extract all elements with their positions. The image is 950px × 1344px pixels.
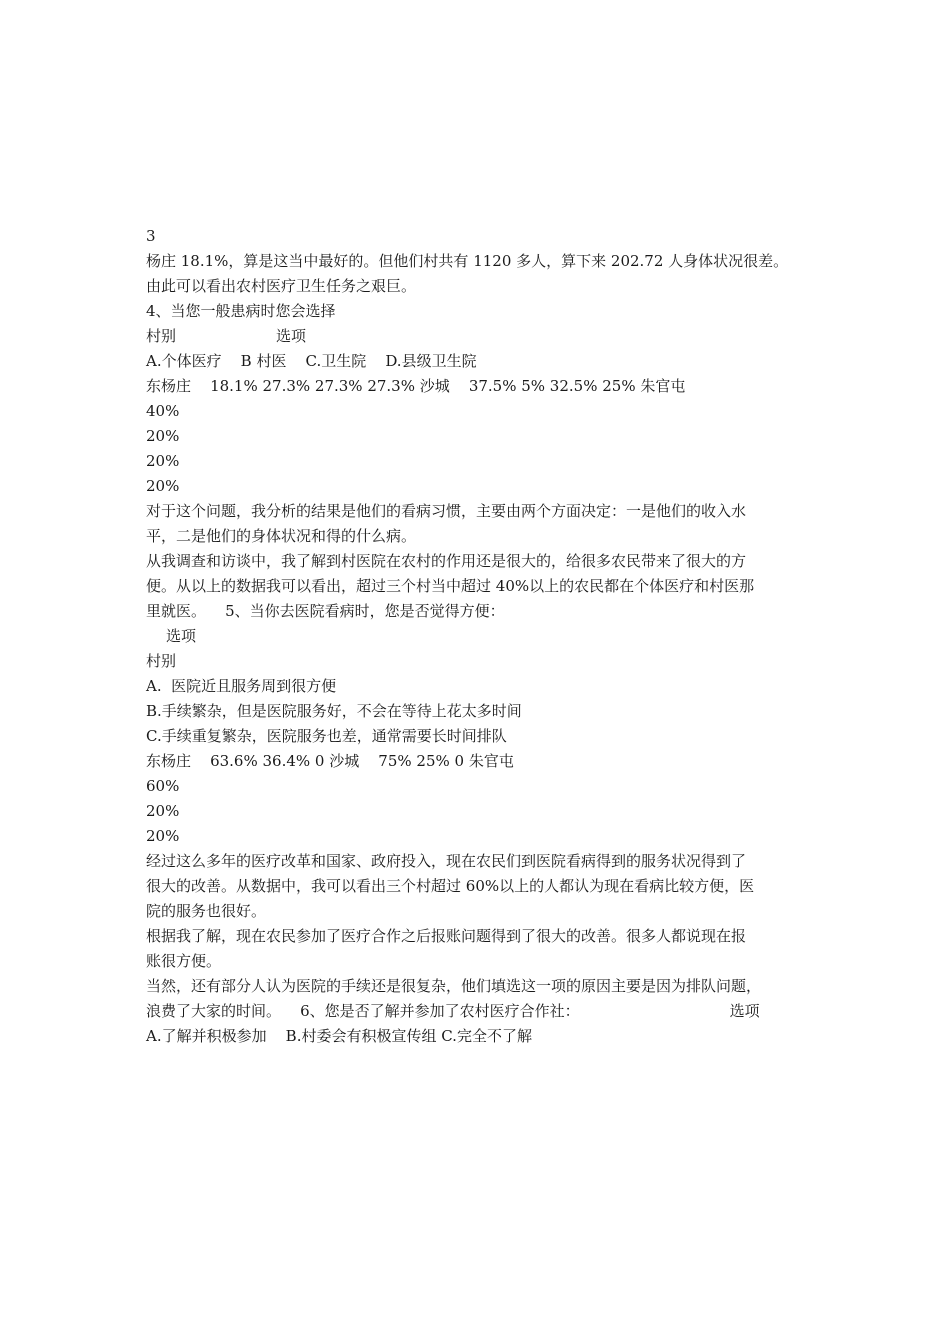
question-5-title: 里就医。 5、当你去医院看病时，您是否觉得方便： — [146, 602, 505, 620]
paragraph-line: 根据我了解，现在农民参加了医疗合作之后报账问题得到了很大的改善。很多人都说现在报 — [146, 927, 747, 945]
data-value: 60% — [146, 777, 180, 795]
paragraph-line: 平，二是他们的身体状况和得的什么病。 — [146, 527, 417, 545]
data-row: 东杨庄 63.6% 36.4% 0 沙城 75% 25% 0 朱官屯 — [146, 752, 514, 770]
data-value: 20% — [146, 827, 180, 845]
options-column-header: 选项 — [729, 1002, 760, 1020]
paragraph-line: 从我调查和访谈中，我了解到村医院在农村的作用还是很大的，给很多农民带来了很大的方 — [146, 552, 747, 570]
paragraph-line: 当然，还有部分人认为医院的手续还是很复杂，他们填选这一项的原因主要是因为排队问题， — [146, 977, 762, 995]
paragraph-line: 经过这么多年的医疗改革和国家、政府投入，现在农民们到医院看病得到的服务状况得到了 — [146, 852, 747, 870]
question-6-row — [146, 999, 816, 1024]
paragraph-line: 账很方便。 — [146, 952, 222, 970]
paragraph-line: 便。从以上的数据我可以看出，超过三个村当中超过 40%以上的农民都在个体医疗和村医那 — [146, 577, 755, 595]
option-c: C.手续重复繁杂，医院服务也差，通常需要长时间排队 — [146, 727, 507, 745]
data-row: 东杨庄 18.1% 27.3% 27.3% 27.3% 沙城 37.5% 5% 32.5% 25% 朱官屯 — [146, 377, 686, 395]
paragraph-line: 由此可以看出农村医疗卫生任务之艰巨。 — [146, 277, 417, 295]
paragraph-line: 杨庄 18.1%，算是这当中最好的。但他们村共有 1120 多人，算下来 202.72 人身体状况很差。 — [146, 252, 789, 270]
data-value: 20% — [146, 452, 180, 470]
paragraph-line: 院的服务也很好。 — [146, 902, 267, 920]
options-row: A.了解并积极参加 B.村委会有积极宣传组 C.完全不了解 — [146, 1027, 532, 1045]
option-a: A. 医院近且服务周到很方便 — [146, 677, 337, 695]
data-value: 20% — [146, 427, 180, 445]
table-header-row — [146, 324, 816, 349]
data-value: 40% — [146, 402, 180, 420]
options-column-header: 选项 — [166, 627, 197, 645]
option-b: B.手续繁杂，但是医院服务好，不会在等待上花太多时间 — [146, 702, 522, 720]
paragraph-line: 对于这个问题，我分析的结果是他们的看病习惯，主要由两个方面决定：一是他们的收入水 — [146, 502, 747, 520]
question-4-title: 4、当您一般患病时您会选择 — [146, 302, 336, 320]
options-column-header: 选项 — [276, 327, 307, 345]
question-6-title: 浪费了大家的时间。 6、您是否了解并参加了农村医疗合作社： — [146, 1002, 580, 1020]
page-number: 3 — [146, 227, 156, 245]
village-column-header: 村别 — [146, 652, 177, 670]
data-value: 20% — [146, 802, 180, 820]
village-column-header: 村别 — [146, 327, 177, 345]
paragraph-line: 很大的改善。从数据中，我可以看出三个村超过 60%以上的人都认为现在看病比较方便，医 — [146, 877, 755, 895]
document-page — [146, 224, 816, 1049]
options-row: A.个体医疗 B 村医 C.卫生院 D.县级卫生院 — [146, 352, 477, 370]
data-value: 20% — [146, 477, 180, 495]
